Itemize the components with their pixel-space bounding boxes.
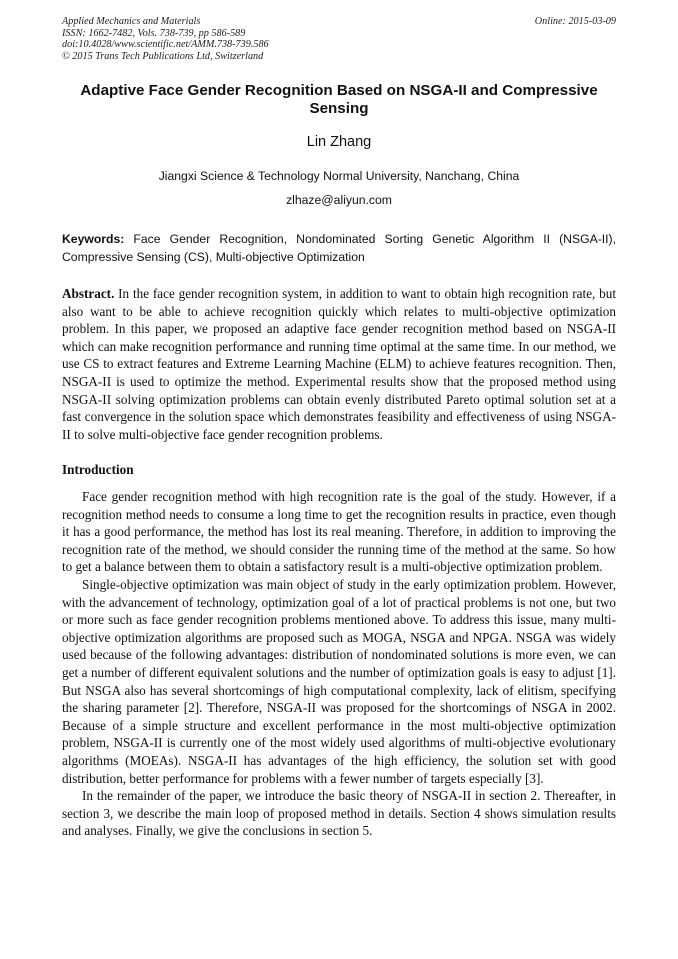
affiliation: Jiangxi Science & Technology Normal University, Nanchang, China bbox=[158, 169, 520, 183]
introduction-heading: Introduction bbox=[62, 462, 134, 477]
author-email: zlhaze@aliyun.com bbox=[286, 193, 392, 207]
introduction-body bbox=[62, 488, 616, 840]
abstract-text: In the face gender recognition system, in addition to want to obtain high recognition rate, but also want to be able to achieve recognition quickly which relates to multi-objective optimization problem. In this paper, we proposed an adaptive face gender recognition method based on NSGA-II which can make recognition performance and running time optimal at the same time. In our method, we use CS to extract features and Extreme Learning Machine (ELM) to achieve features recognition. Then, NSGA-II is used to optimize the method. Experimental results show that the proposed method using NSGA-II solving optimization problems can obtain evenly distributed Pareto optimal solution set at a fast convergence in the solution space which demonstrates feasibility and effectiveness of using NSGA-II to solve multi-objective face gender recognition problems. bbox=[62, 286, 616, 442]
online-date: Online: 2015-03-09 bbox=[534, 16, 616, 27]
author-name: Lin Zhang bbox=[306, 134, 372, 150]
paper-title: Adaptive Face Gender Recognition Based on NSGA-II and Compressive Sensing bbox=[80, 82, 598, 117]
intro-paragraph-2: Single-objective optimization was main object of study in the early optimization problem. However, with the advancement of technology, optimization goal of a lot of practical problems is not one, but two or more such as face gender recognition problems mentioned above. To address this issue, many multi-objective optimization algorithms are proposed such as MOGA, NSGA and NPGA. NSGA was widely used because of the following advantages: distribution of nondominated solutions is more even, we can get a number of different equivalent solutions and the number of optimization goals is easy to adjust [1]. But NSGA also has several shortcomings of high computational complexity, lack of elitism, specifying the sharing parameter [2]. Therefore, NSGA-II was proposed for the shortcomings of NSGA in 2002. Because of a simple structure and excellent performance in the most multi-objective optimization problem, NSGA-II is currently one of the most widely used algorithms of multi-objective evolutionary algorithms (MOEAs). NSGA-II has advantages of the high efficiency, the solution set with good distribution, better performance for problems with a fewer number of targets especially [3]. bbox=[62, 576, 616, 786]
issn-line: ISSN: 1662-7482, Vols. 738-739, pp 586-589 bbox=[62, 27, 246, 39]
keywords-section bbox=[62, 230, 616, 266]
keywords-text: Face Gender Recognition, Nondominated Sorting Genetic Algorithm II (NSGA-II), Compressive Sensing (CS), Multi-objective Optimization bbox=[62, 232, 616, 264]
intro-paragraph-3: In the remainder of the paper, we introduce the basic theory of NSGA-II in section 2. Thereafter, in section 3, we describe the main loop of proposed method in details. Section 4 shows simulation results and analyses. Finally, we give the conclusions in section 5. bbox=[62, 788, 616, 839]
doi-line: doi:10.4028/www.scientific.net/AMM.738-739.586 bbox=[62, 39, 269, 51]
journal-name: Applied Mechanics and Materials bbox=[62, 16, 201, 27]
copyright-line: © 2015 Trans Tech Publications Ltd, Switzerland bbox=[62, 50, 264, 62]
abstract-section bbox=[62, 285, 616, 443]
journal-header bbox=[62, 16, 616, 62]
keywords-label: Keywords: bbox=[62, 232, 125, 246]
abstract-label: Abstract. bbox=[62, 286, 115, 301]
intro-paragraph-1: Face gender recognition method with high recognition rate is the goal of the study. However, if a recognition method needs to consume a long time to get the recognition results in practice, even though it has a good performance, the method has lost its real meaning. Therefore, in addition to improving the recognition rate of the method, we should consider the running time of the method at the same. So how to get a balance between them to obtain a satisfactory result is a multi-objective optimization problem. bbox=[62, 489, 616, 575]
